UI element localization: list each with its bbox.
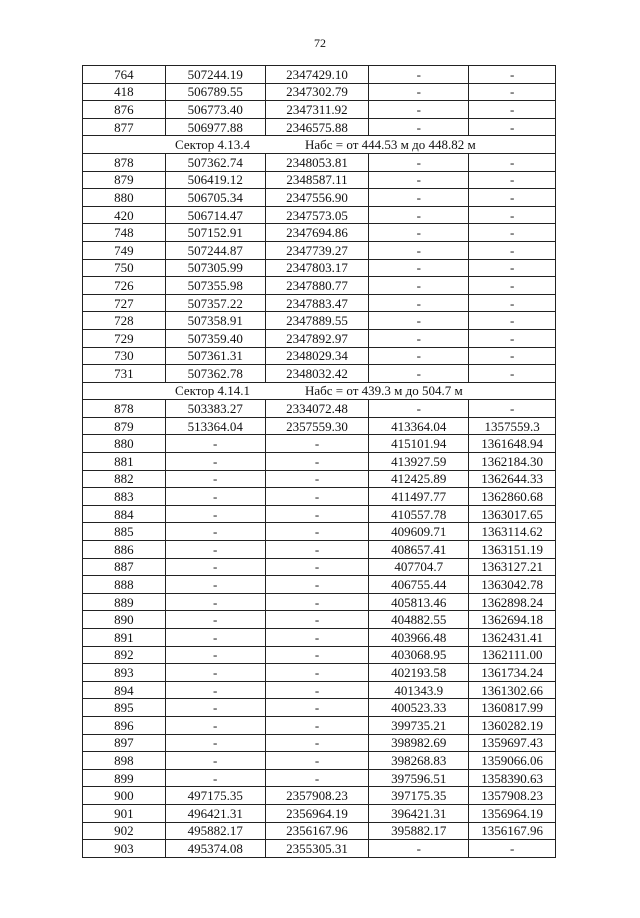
table-row — [83, 576, 556, 594]
point-number-cell: 878 — [83, 400, 166, 418]
coord-y2-cell: 1362111.00 — [469, 646, 556, 664]
coord-x2-cell: 397175.35 — [369, 787, 469, 805]
page-number: 72 — [314, 36, 326, 50]
coord-y-cell: 2357559.30 — [265, 417, 369, 435]
coord-x-cell: - — [165, 453, 265, 471]
coord-x2-cell: 412425.89 — [369, 470, 469, 488]
table-row — [83, 505, 556, 523]
table-row — [83, 241, 556, 259]
table-row — [83, 664, 556, 682]
coord-x-cell: - — [165, 523, 265, 541]
coord-x-cell: 507244.87 — [165, 241, 265, 259]
coord-x-cell: - — [165, 541, 265, 559]
point-number-cell: 889 — [83, 593, 166, 611]
coord-x2-cell: - — [369, 171, 469, 189]
coord-x-cell: 507355.98 — [165, 277, 265, 295]
coord-x-cell: - — [165, 646, 265, 664]
coord-x2-cell: 400523.33 — [369, 699, 469, 717]
coord-x-cell: - — [165, 435, 265, 453]
coord-y-cell: 2347880.77 — [265, 277, 369, 295]
table-row — [83, 593, 556, 611]
point-number-cell: 881 — [83, 453, 166, 471]
coord-y-cell: 2348032.42 — [265, 365, 369, 383]
sector-header-row — [83, 382, 556, 400]
coord-x2-cell: 406755.44 — [369, 576, 469, 594]
coord-y2-cell: 1363114.62 — [469, 523, 556, 541]
point-number-cell: 903 — [83, 840, 166, 858]
coord-x2-cell: 403966.48 — [369, 629, 469, 647]
table-row — [83, 488, 556, 506]
coord-x-cell: - — [165, 681, 265, 699]
point-number-cell: 901 — [83, 804, 166, 822]
coord-y2-cell: - — [469, 294, 556, 312]
coord-x2-cell: - — [369, 101, 469, 119]
coord-y2-cell: 1358390.63 — [469, 769, 556, 787]
table-row — [83, 101, 556, 119]
coord-x2-cell: - — [369, 241, 469, 259]
coord-x-cell: - — [165, 734, 265, 752]
coord-y2-cell: - — [469, 189, 556, 207]
coord-y2-cell: - — [469, 312, 556, 330]
coord-x2-cell: 395882.17 — [369, 822, 469, 840]
coordinates-table — [82, 65, 556, 858]
point-number-cell: 894 — [83, 681, 166, 699]
coord-x-cell: 507357.22 — [165, 294, 265, 312]
point-number-cell: 726 — [83, 277, 166, 295]
point-number-cell: 885 — [83, 523, 166, 541]
coord-y-cell: - — [265, 664, 369, 682]
point-number-cell: 896 — [83, 716, 166, 734]
coord-x-cell: 507358.91 — [165, 312, 265, 330]
coord-x2-cell: - — [369, 189, 469, 207]
coord-y-cell: 2347739.27 — [265, 241, 369, 259]
coord-y2-cell: 1362431.41 — [469, 629, 556, 647]
table-row — [83, 294, 556, 312]
coord-y-cell: 2356964.19 — [265, 804, 369, 822]
coord-y2-cell: 1360282.19 — [469, 716, 556, 734]
coord-y2-cell: - — [469, 840, 556, 858]
coord-y2-cell: 1357559.3 — [469, 417, 556, 435]
coord-x-cell: 495882.17 — [165, 822, 265, 840]
coord-x-cell: - — [165, 611, 265, 629]
coord-y-cell: - — [265, 752, 369, 770]
table-row — [83, 224, 556, 242]
table-row — [83, 541, 556, 559]
coord-x-cell: 506705.34 — [165, 189, 265, 207]
coord-y-cell: 2334072.48 — [265, 400, 369, 418]
point-number-cell: 886 — [83, 541, 166, 559]
coord-y-cell: 2346575.88 — [265, 118, 369, 136]
coord-y2-cell: 1362898.24 — [469, 593, 556, 611]
coord-y-cell: - — [265, 646, 369, 664]
table-row — [83, 347, 556, 365]
coord-y-cell: - — [265, 593, 369, 611]
coord-y2-cell: 1362694.18 — [469, 611, 556, 629]
coord-y-cell: - — [265, 576, 369, 594]
coord-y2-cell: - — [469, 83, 556, 101]
table-row — [83, 629, 556, 647]
coord-y2-cell: - — [469, 206, 556, 224]
point-number-cell: 879 — [83, 417, 166, 435]
coord-y-cell: - — [265, 541, 369, 559]
point-number-cell: 887 — [83, 558, 166, 576]
coord-x-cell: 497175.35 — [165, 787, 265, 805]
coord-x2-cell: - — [369, 83, 469, 101]
table-row — [83, 699, 556, 717]
table-row — [83, 804, 556, 822]
coord-y2-cell: 1361734.24 — [469, 664, 556, 682]
table-row — [83, 558, 556, 576]
coord-x2-cell: 404882.55 — [369, 611, 469, 629]
coord-y2-cell: - — [469, 277, 556, 295]
coord-x-cell: - — [165, 558, 265, 576]
coord-x2-cell: - — [369, 277, 469, 295]
coord-x-cell: 506419.12 — [165, 171, 265, 189]
table-row — [83, 646, 556, 664]
coord-y2-cell: - — [469, 400, 556, 418]
point-number-cell: 888 — [83, 576, 166, 594]
point-number-cell: 420 — [83, 206, 166, 224]
table-row — [83, 206, 556, 224]
coord-x-cell: 507305.99 — [165, 259, 265, 277]
coord-y-cell: - — [265, 523, 369, 541]
coord-y2-cell: 1362184.30 — [469, 453, 556, 471]
coord-x-cell: 507244.19 — [165, 66, 265, 84]
coord-x-cell: - — [165, 752, 265, 770]
table-row — [83, 171, 556, 189]
coord-x2-cell: 413364.04 — [369, 417, 469, 435]
coord-y2-cell: 1362644.33 — [469, 470, 556, 488]
point-number-cell: 728 — [83, 312, 166, 330]
point-number-cell: 730 — [83, 347, 166, 365]
coord-x-cell: - — [165, 593, 265, 611]
coord-y2-cell: - — [469, 66, 556, 84]
coord-x2-cell: - — [369, 224, 469, 242]
coord-y-cell: 2347556.90 — [265, 189, 369, 207]
point-number-cell: 900 — [83, 787, 166, 805]
coord-x2-cell: 409609.71 — [369, 523, 469, 541]
coord-y-cell: - — [265, 453, 369, 471]
coord-x2-cell: 401343.9 — [369, 681, 469, 699]
coord-x2-cell: - — [369, 294, 469, 312]
coord-x2-cell: 398268.83 — [369, 752, 469, 770]
coord-y2-cell: - — [469, 224, 556, 242]
point-number-cell: 727 — [83, 294, 166, 312]
coord-y-cell: - — [265, 470, 369, 488]
coord-x2-cell: 407704.7 — [369, 558, 469, 576]
sector-header-cell — [83, 136, 556, 154]
point-number-cell: 878 — [83, 153, 166, 171]
coord-y2-cell: 1359066.06 — [469, 752, 556, 770]
table-row — [83, 435, 556, 453]
coord-x-cell: - — [165, 505, 265, 523]
coord-y-cell: 2356167.96 — [265, 822, 369, 840]
coord-x2-cell: - — [369, 329, 469, 347]
coord-x2-cell: - — [369, 66, 469, 84]
table-row — [83, 470, 556, 488]
coord-y-cell: - — [265, 699, 369, 717]
table-row — [83, 523, 556, 541]
coord-x-cell: 507152.91 — [165, 224, 265, 242]
point-number-cell: 880 — [83, 189, 166, 207]
coord-y-cell: 2348053.81 — [265, 153, 369, 171]
coord-y-cell: - — [265, 716, 369, 734]
table-row — [83, 118, 556, 136]
table-row — [83, 417, 556, 435]
coord-x2-cell: 411497.77 — [369, 488, 469, 506]
coord-x2-cell: 405813.46 — [369, 593, 469, 611]
coord-y-cell: 2355305.31 — [265, 840, 369, 858]
point-number-cell: 882 — [83, 470, 166, 488]
point-number-cell: 891 — [83, 629, 166, 647]
point-number-cell: 884 — [83, 505, 166, 523]
point-number-cell: 883 — [83, 488, 166, 506]
coord-y-cell: - — [265, 734, 369, 752]
sector-name: Сектор 4.13.4 — [175, 137, 251, 153]
table-row — [83, 611, 556, 629]
point-number-cell: 731 — [83, 365, 166, 383]
coord-y-cell: 2347803.17 — [265, 259, 369, 277]
coord-y-cell: 2347302.79 — [265, 83, 369, 101]
point-number-cell: 879 — [83, 171, 166, 189]
coord-y-cell: - — [265, 505, 369, 523]
table-row — [83, 716, 556, 734]
table-row — [83, 83, 556, 101]
coord-x2-cell: 397596.51 — [369, 769, 469, 787]
table-row — [83, 840, 556, 858]
table-row — [83, 312, 556, 330]
coord-x-cell: 496421.31 — [165, 804, 265, 822]
coord-x2-cell: 398982.69 — [369, 734, 469, 752]
coord-x2-cell: - — [369, 840, 469, 858]
coord-x-cell: 506977.88 — [165, 118, 265, 136]
sector-name: Сектор 4.14.1 — [175, 383, 251, 399]
coord-y2-cell: - — [469, 241, 556, 259]
point-number-cell: 764 — [83, 66, 166, 84]
table-row — [83, 769, 556, 787]
coord-x-cell: - — [165, 769, 265, 787]
table-row — [83, 787, 556, 805]
coord-x2-cell: - — [369, 400, 469, 418]
coord-y2-cell: 1363151.19 — [469, 541, 556, 559]
coord-x2-cell: - — [369, 153, 469, 171]
coord-x-cell: - — [165, 470, 265, 488]
coord-x2-cell: - — [369, 118, 469, 136]
coord-y2-cell: - — [469, 118, 556, 136]
coord-x2-cell: 396421.31 — [369, 804, 469, 822]
coord-y-cell: 2347883.47 — [265, 294, 369, 312]
coord-y2-cell: 1363127.21 — [469, 558, 556, 576]
coord-x-cell: 507359.40 — [165, 329, 265, 347]
coord-y2-cell: - — [469, 153, 556, 171]
coord-y2-cell: 1363017.65 — [469, 505, 556, 523]
table-row — [83, 822, 556, 840]
coord-y-cell: 2347573.05 — [265, 206, 369, 224]
coord-y2-cell: - — [469, 365, 556, 383]
coord-y-cell: - — [265, 435, 369, 453]
coord-y-cell: 2347694.86 — [265, 224, 369, 242]
coord-y2-cell: 1362860.68 — [469, 488, 556, 506]
coord-x-cell: - — [165, 699, 265, 717]
table-row — [83, 681, 556, 699]
coord-y2-cell: 1360817.99 — [469, 699, 556, 717]
coord-x-cell: - — [165, 664, 265, 682]
coord-y2-cell: - — [469, 259, 556, 277]
coord-x2-cell: 403068.95 — [369, 646, 469, 664]
coord-y2-cell: 1361648.94 — [469, 435, 556, 453]
coord-x-cell: - — [165, 629, 265, 647]
coord-y-cell: 2357908.23 — [265, 787, 369, 805]
coord-y2-cell: - — [469, 101, 556, 119]
coord-y2-cell: 1356167.96 — [469, 822, 556, 840]
coord-x-cell: 507362.74 — [165, 153, 265, 171]
table-row — [83, 400, 556, 418]
table-row — [83, 66, 556, 84]
coord-x2-cell: 402193.58 — [369, 664, 469, 682]
table-row — [83, 365, 556, 383]
point-number-cell: 898 — [83, 752, 166, 770]
coord-y2-cell: - — [469, 171, 556, 189]
coord-y-cell: - — [265, 611, 369, 629]
coord-x2-cell: - — [369, 259, 469, 277]
coord-y-cell: - — [265, 629, 369, 647]
sector-height-range: Набс = от 444.53 м до 448.82 м — [305, 137, 476, 153]
table-row — [83, 734, 556, 752]
point-number-cell: 890 — [83, 611, 166, 629]
point-number-cell: 729 — [83, 329, 166, 347]
table-row — [83, 329, 556, 347]
coord-y-cell: - — [265, 681, 369, 699]
table-row — [83, 277, 556, 295]
table-row — [83, 189, 556, 207]
coordinates-table-body — [83, 66, 556, 858]
coord-x2-cell: - — [369, 365, 469, 383]
point-number-cell: 892 — [83, 646, 166, 664]
table-row — [83, 752, 556, 770]
coord-x2-cell: - — [369, 206, 469, 224]
coord-y-cell: - — [265, 769, 369, 787]
coord-y-cell: 2348029.34 — [265, 347, 369, 365]
coord-y2-cell: 1359697.43 — [469, 734, 556, 752]
coord-y-cell: - — [265, 558, 369, 576]
coord-x-cell: 506714.47 — [165, 206, 265, 224]
coord-x-cell: - — [165, 576, 265, 594]
coord-y2-cell: 1361302.66 — [469, 681, 556, 699]
coord-x-cell: 507362.78 — [165, 365, 265, 383]
coord-y2-cell: 1356964.19 — [469, 804, 556, 822]
table-row — [83, 453, 556, 471]
point-number-cell: 418 — [83, 83, 166, 101]
coord-y2-cell: - — [469, 347, 556, 365]
coord-y2-cell: 1363042.78 — [469, 576, 556, 594]
coord-x-cell: 503383.27 — [165, 400, 265, 418]
coord-x2-cell: - — [369, 347, 469, 365]
point-number-cell: 749 — [83, 241, 166, 259]
point-number-cell: 893 — [83, 664, 166, 682]
point-number-cell: 877 — [83, 118, 166, 136]
coord-x-cell: - — [165, 488, 265, 506]
coord-x2-cell: 413927.59 — [369, 453, 469, 471]
point-number-cell: 880 — [83, 435, 166, 453]
coord-x2-cell: - — [369, 312, 469, 330]
coord-x2-cell: 408657.41 — [369, 541, 469, 559]
coord-x2-cell: 410557.78 — [369, 505, 469, 523]
sector-height-range: Набс = от 439.3 м до 504.7 м — [305, 383, 463, 399]
coord-x-cell: 506789.55 — [165, 83, 265, 101]
coord-x-cell: - — [165, 716, 265, 734]
coord-y2-cell: - — [469, 329, 556, 347]
coord-x-cell: 495374.08 — [165, 840, 265, 858]
coord-y-cell: 2348587.11 — [265, 171, 369, 189]
table-row — [83, 153, 556, 171]
coord-y-cell: 2347311.92 — [265, 101, 369, 119]
point-number-cell: 902 — [83, 822, 166, 840]
coord-x2-cell: 399735.21 — [369, 716, 469, 734]
coord-x-cell: 513364.04 — [165, 417, 265, 435]
sector-header-row — [83, 136, 556, 154]
table-row — [83, 259, 556, 277]
coord-y-cell: - — [265, 488, 369, 506]
coord-x-cell: 507361.31 — [165, 347, 265, 365]
point-number-cell: 897 — [83, 734, 166, 752]
coord-y-cell: 2347889.55 — [265, 312, 369, 330]
coord-x2-cell: 415101.94 — [369, 435, 469, 453]
coord-y-cell: 2347429.10 — [265, 66, 369, 84]
coord-x-cell: 506773.40 — [165, 101, 265, 119]
coord-y2-cell: 1357908.23 — [469, 787, 556, 805]
point-number-cell: 895 — [83, 699, 166, 717]
point-number-cell: 748 — [83, 224, 166, 242]
point-number-cell: 876 — [83, 101, 166, 119]
point-number-cell: 899 — [83, 769, 166, 787]
coord-y-cell: 2347892.97 — [265, 329, 369, 347]
sector-header-cell — [83, 382, 556, 400]
point-number-cell: 750 — [83, 259, 166, 277]
